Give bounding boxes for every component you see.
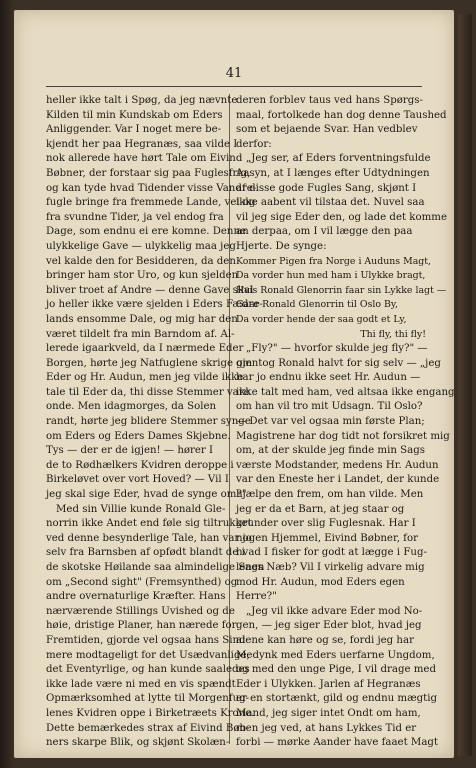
text-line: Fremtiden, gjorde vel ogsaa hans Sind xyxy=(46,634,246,646)
text-line: lerede igaarkveld, da I nærmede Eder xyxy=(46,343,244,355)
text-line: hvad I fisker for godt at lægge i Fug- xyxy=(236,547,427,559)
text-line: — Det var vel ogsaa min første Plan; xyxy=(236,416,425,428)
text-line: andre overnaturlige Kræfter. Hans xyxy=(46,591,226,603)
text-line: Mand, jeg siger intet Ondt om ham, xyxy=(236,707,421,719)
text-line: Medynk med Eders uerfarne Ungdom, xyxy=(236,649,435,661)
verse-line: Da vorder hun med ham i Ulykke bragt, xyxy=(236,270,426,282)
book-spine-shadow xyxy=(0,0,14,768)
text-line: tale til Eder da, thi disse Stemmer vare xyxy=(46,386,250,398)
text-line: derfor: xyxy=(236,138,272,150)
text-line: nærværende Stillings Uvished og de xyxy=(46,605,235,617)
text-line: ikke talt med ham, ved altsaa ikke engang xyxy=(236,386,455,398)
text-line: om Eders og Eders Dames Skjebne. xyxy=(46,430,231,442)
text-line: Anliggender. Var I noget mere be- xyxy=(46,124,222,136)
text-line: „Jeg ser, af Eders forventningsfulde xyxy=(246,153,431,165)
text-line: bringer ham stor Uro, og kun sjelden xyxy=(46,270,239,282)
verse-line: Hvis Ronald Glenorrin faar sin Lykke lagt — xyxy=(236,284,447,296)
text-line: Hjerte. De synge: xyxy=(236,240,327,252)
right-prose-block-1 xyxy=(236,94,447,255)
text-line: lenes Kvidren oppe i Birketræets Krone. xyxy=(46,707,255,719)
text-line: ulykkelige Gave — ulykkelig maa jeg xyxy=(46,240,236,252)
text-line: det Eventyrlige, og han kunde saaledes xyxy=(46,664,250,676)
text-line: Bøbner, der forstaar sig paa Fuglesfrig, xyxy=(46,167,251,179)
text-line: „Jeg vil ikke advare Eder mod No- xyxy=(246,605,423,617)
text-line: fugle bringe fra fremmede Lande, vel og xyxy=(46,197,256,209)
text-line: af disse gode Fugles Sang, skjønt I xyxy=(236,182,417,194)
text-line: Tys — der er de igjen! — hører I xyxy=(46,445,214,457)
text-line: grunder over slig Fuglesnak. Har I xyxy=(236,518,416,530)
right-prose-block-2 xyxy=(236,342,455,751)
text-line: men jeg ved, at hans Lykkes Tid er xyxy=(236,722,417,734)
verse-line: Thi fly, thi fly! xyxy=(360,328,426,340)
text-line: har jo endnu ikke seet Hr. Audun — xyxy=(236,372,421,384)
verse-line: Da vorder hende der saa godt et Ly, xyxy=(236,313,407,325)
text-line: maal, fortolkede han dog denne Taushed xyxy=(236,109,447,121)
text-line: bliver troet af Andre — denne Gave skal xyxy=(46,284,254,296)
text-line: om „Second sight" (Fremsynthed) og xyxy=(46,576,238,588)
text-line: ikke aabent vil tilstaa det. Nuvel saa xyxy=(236,197,425,209)
text-line: Med sin Villie kunde Ronald Gle- xyxy=(56,503,226,515)
text-line: fra svundne Tider, ja vel endog fra xyxy=(46,211,224,223)
book-page xyxy=(14,10,454,758)
text-line: var den Eneste her i Landet, der kunde xyxy=(236,474,440,486)
text-line: mod Hr. Audun, mod Eders egen xyxy=(236,576,405,588)
text-line: forbi — mørke Aander have faaet Magt xyxy=(236,737,439,749)
verse-line: Kommer Pigen fra Norge i Auduns Magt, xyxy=(236,255,432,267)
text-line: Aasyn, at I længes efter Udtydningen xyxy=(236,167,430,179)
text-line: heller ikke talt i Spøg, da jeg nævnte xyxy=(46,95,238,106)
text-line: og kan tyde hvad Tidender visse Vandre- xyxy=(46,182,257,194)
text-line: gen, — jeg siger Eder blot, hvad jeg xyxy=(236,620,422,632)
text-line: jeg skal sige Eder, hvad de synge om?" xyxy=(46,489,247,501)
text-line: Borgen, hørte jeg Natfuglene skrige om xyxy=(46,357,253,369)
text-line: jeg er da et Barn, at jeg staar og xyxy=(236,503,405,515)
text-line: vil jeg sige Eder den, og lade det komme xyxy=(236,211,447,223)
text-line: om, at der skulde jeg finde min Sags xyxy=(236,445,425,457)
text-line: Birkeløvet over vort Hoved? — Vil I xyxy=(46,474,229,486)
text-line: mere modtageligt for det Usædvanlige, xyxy=(46,649,250,661)
text-line: været tildelt fra min Barndom af. Al- xyxy=(46,328,235,340)
text-line: nok allerede have hørt Tale om Eivind xyxy=(46,153,243,165)
text-line: „Fly?" — hvorfor skulde jeg fly?" — xyxy=(246,343,428,355)
text-line: om han vil tro mit Udsagn. Til Oslo? xyxy=(236,401,423,413)
book-page-edges xyxy=(458,14,472,756)
text-line: Dette bemærkedes strax af Eivind Bøb- xyxy=(46,722,250,734)
text-line: onde. Men idagmorges, da Solen xyxy=(46,401,217,413)
text-line: ners skarpe Blik, og skjønt Skolæn- xyxy=(46,737,230,749)
text-line: randt, hørte jeg blidere Stemmer synge xyxy=(46,416,251,428)
text-line: Magistrene har dog tidt not forsikret mig xyxy=(236,430,450,442)
text-line: lands ensomme Dale, og mig har den xyxy=(46,313,238,325)
text-line: de skotske Høilande saa almindelige Sagn xyxy=(46,562,265,573)
text-line: an derpaa, om I vil lægge den paa xyxy=(236,226,413,238)
text-line: Eder og Hr. Audun, men jeg vilde ikke xyxy=(46,372,244,384)
text-line: høie, dristige Planer, han nærede for xyxy=(46,620,237,632)
page-number: 41 xyxy=(225,66,243,81)
text-line: jo heller ikke være sjelden i Eders Fædre- xyxy=(46,299,263,311)
text-line: værste Modstander, medens Hr. Audun xyxy=(236,459,439,471)
text-line: Eder i Ulykken. Jarlen af Hegranæs xyxy=(236,678,421,690)
text-line: som et bejaende Svar. Han vedblev xyxy=(236,124,418,136)
text-line: alene kan høre og se, fordi jeg har xyxy=(236,634,414,646)
text-line: ved denne besynderlige Tale, han var jo xyxy=(46,532,252,544)
text-line: vel kalde den for Besidderen, da den xyxy=(46,255,236,267)
text-line: ikke lade være ni med en vis spændt xyxy=(46,678,236,690)
text-line: Opmærksomhed at lytte til Morgenfug- xyxy=(46,693,250,705)
text-line: nogen Hjemmel, Eivind Bøbner, for xyxy=(236,532,418,544)
text-line: deren forblev taus ved hans Spørgs- xyxy=(236,95,423,106)
text-line: og med den unge Pige, I vil drage med xyxy=(236,664,436,676)
text-line: kjendt her paa Hegranæs, saa vilde I xyxy=(46,138,238,150)
right-column xyxy=(236,94,455,751)
text-line: lenes Næb? Vil I virkelig advare mig xyxy=(236,562,425,573)
verse-line: Gaar Ronald Glenorrin til Oslo By, xyxy=(236,299,398,311)
text-line: selv fra Barnsben af opfødt blandt de i xyxy=(46,547,245,559)
verse-block xyxy=(236,255,447,343)
text-line: gjentog Ronald halvt for sig selv — „jeg xyxy=(236,357,441,369)
header-rule xyxy=(46,86,422,87)
text-line: er en stortænkt, gild og endnu mægtig xyxy=(236,693,438,705)
text-line: Dage, som endnu ei ere komne. Denne xyxy=(46,226,247,238)
text-line: Kilden til min Kundskab om Eders xyxy=(46,109,223,121)
text-line: Herre?" xyxy=(236,591,277,603)
text-line: de to Rødhælkers Kvidren deroppe i xyxy=(46,459,234,471)
text-line: norrin ikke Andet end føle sig tiltrukket xyxy=(46,518,252,530)
text-line: hjælpe den frem, om han vilde. Men xyxy=(236,489,424,501)
